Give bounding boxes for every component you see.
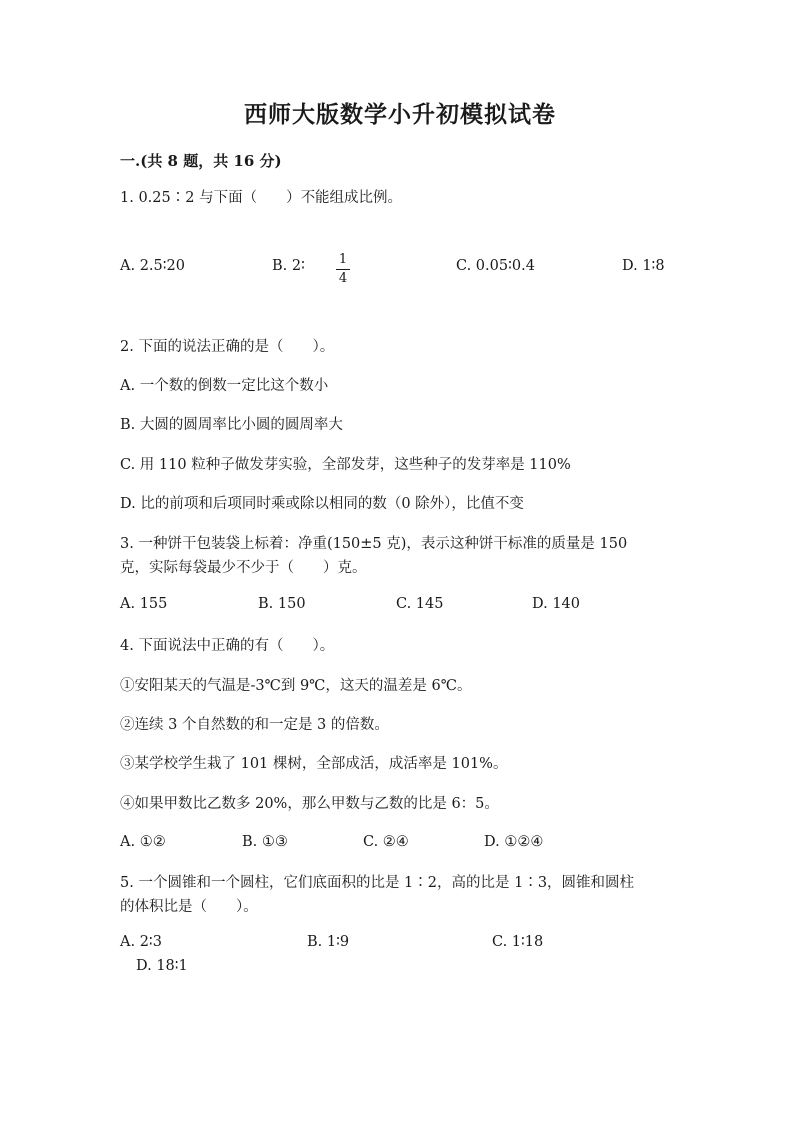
q3-option-d: D. 140 (532, 596, 581, 612)
q2-option-b: B. 大圆的圆周率比小圆的圆周率大 (120, 417, 343, 433)
question-1-stem: 1. 0.25∶2 与下面（ ）不能组成比例。 (120, 190, 403, 206)
q4-option-c: C. ②④ (363, 834, 409, 850)
q1-option-a: A. 2.5∶20 (120, 258, 185, 274)
q5-option-c: C. 1∶18 (492, 934, 544, 950)
question-3-stem-line1: 3. 一种饼干包装袋上标着：净重(150±5 克)，表示这种饼干标准的质量是 150 (120, 536, 628, 552)
question-4-stem: 4. 下面说法中正确的有（ ）。 (120, 638, 335, 654)
q1-option-b-fraction (336, 252, 350, 287)
q4-statement-3: ③某学校学生栽了 101 棵树，全部成活，成活率是 101%。 (120, 756, 508, 772)
question-3-stem-line2: 克，实际每袋最少不少于（ ）克。 (120, 560, 367, 576)
q4-statement-4: ④如果甲数比乙数多 20%，那么甲数与乙数的比是 6：5。 (120, 796, 499, 812)
q3-option-c: C. 145 (396, 596, 444, 612)
q5-option-a: A. 2∶3 (120, 934, 162, 950)
q4-option-b: B. ①③ (242, 834, 288, 850)
q2-option-d: D. 比的前项和后项同时乘或除以相同的数（0 除外），比值不变 (120, 496, 524, 512)
q4-option-d: D. ①②④ (484, 834, 544, 850)
q4-statement-2: ②连续 3 个自然数的和一定是 3 的倍数。 (120, 717, 389, 733)
q1-option-b: B. 2∶ (272, 258, 305, 274)
q5-option-d: D. 18∶1 (136, 958, 188, 974)
q2-option-c: C. 用 110 粒种子做发芽实验，全部发芽，这些种子的发芽率是 110% (120, 457, 571, 473)
page-title: 西师大版数学小升初模拟试卷 (244, 101, 556, 128)
q1-option-c: C. 0.05∶0.4 (456, 258, 535, 274)
q3-option-b: B. 150 (258, 596, 306, 612)
section-heading: 一.(共 8 题，共 16 分) (120, 152, 282, 170)
q4-option-a: A. ①② (120, 834, 166, 850)
q3-option-a: A. 155 (120, 596, 168, 612)
question-5-stem-line1: 5. 一个圆锥和一个圆柱，它们底面积的比是 1∶2，高的比是 1∶3，圆锥和圆柱 (120, 875, 635, 891)
question-5-stem-line2: 的体积比是（ ）。 (120, 899, 258, 915)
q1-option-d: D. 1∶8 (622, 258, 665, 274)
fraction-denominator: 4 (338, 271, 348, 286)
q5-option-b: B. 1∶9 (307, 934, 350, 950)
question-2-stem: 2. 下面的说法正确的是（ ）。 (120, 339, 335, 355)
q2-option-a: A. 一个数的倒数一定比这个数小 (120, 378, 329, 394)
fraction-numerator: 1 (336, 252, 350, 270)
q4-statement-1: ①安阳某天的气温是-3℃到 9℃，这天的温差是 6℃。 (120, 678, 472, 694)
